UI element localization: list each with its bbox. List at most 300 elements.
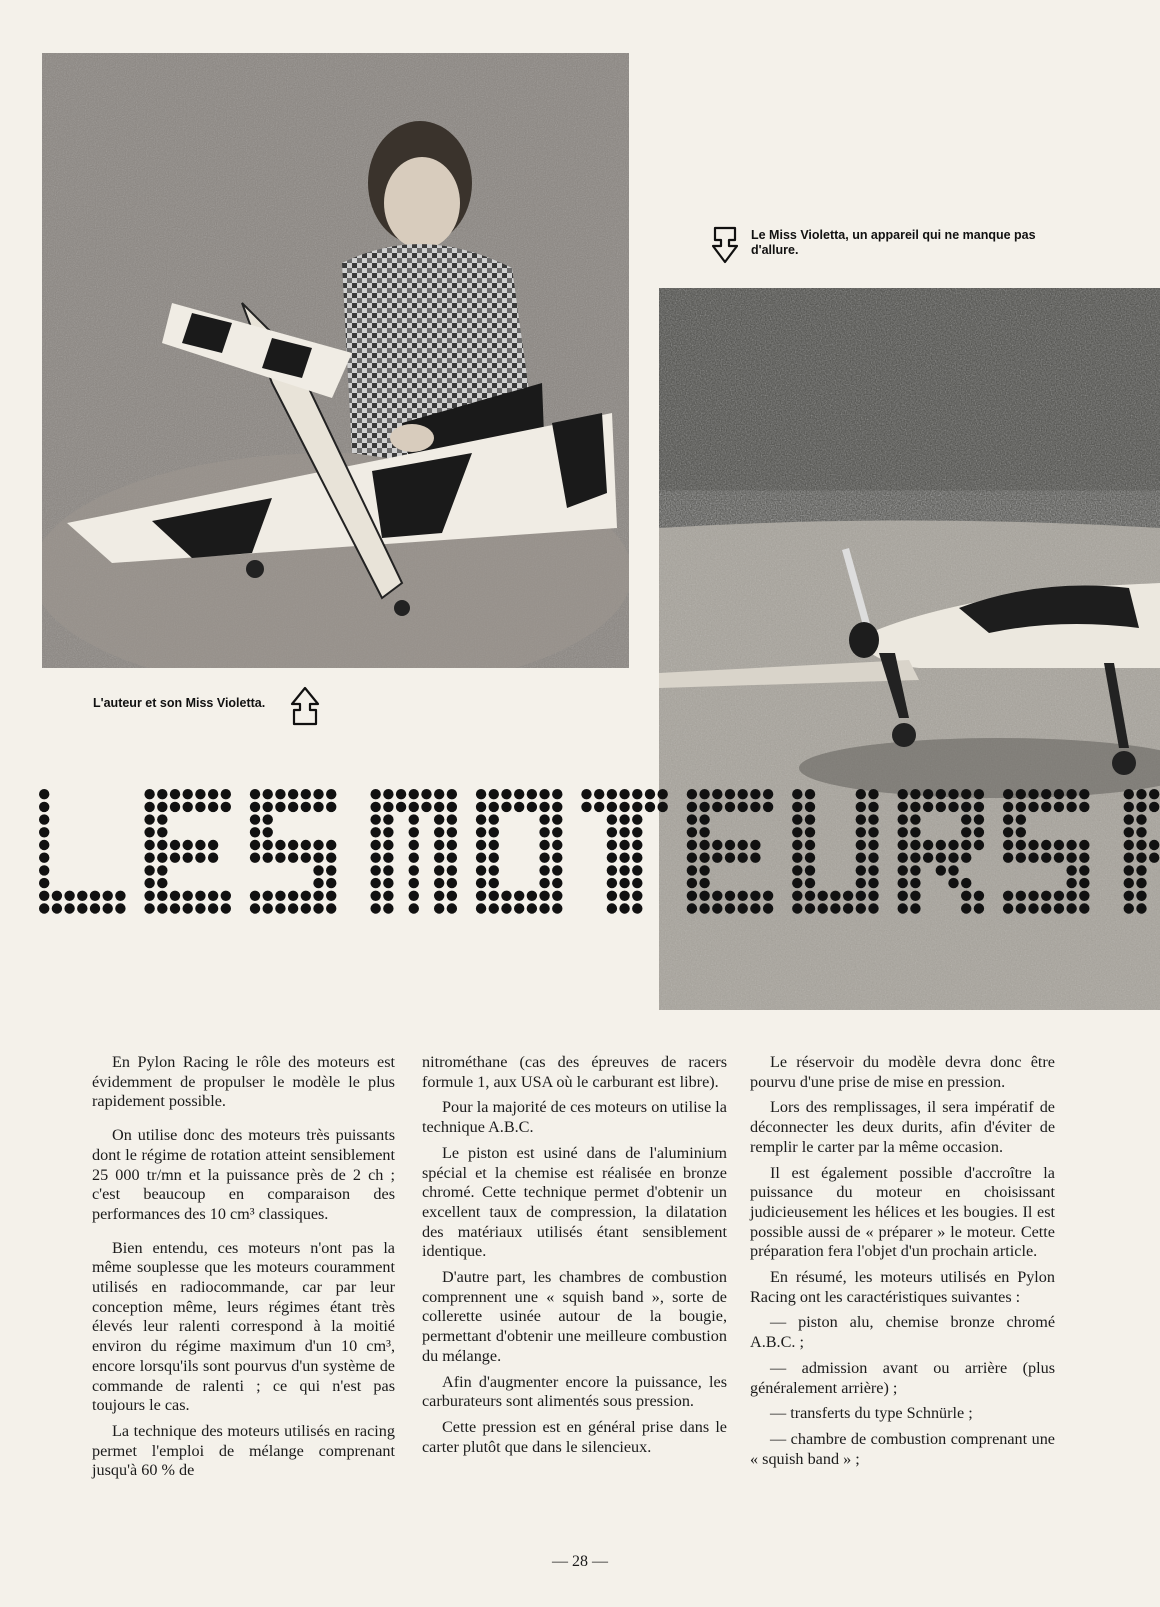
headline-dot: [195, 891, 205, 901]
headline-dot: [1054, 853, 1064, 863]
headline-dot: [910, 827, 920, 837]
headline-dot: [687, 865, 697, 875]
headline-dot: [1066, 840, 1076, 850]
headline-dot: [370, 853, 380, 863]
article-column-3: [750, 1053, 1055, 1475]
headline-dot: [910, 789, 920, 799]
headline-dot: [208, 853, 218, 863]
headline-dot: [1066, 903, 1076, 913]
headline-dot: [170, 802, 180, 812]
paragraph: Afin d'augmenter encore la puissance, les carburateurs sont alimentés sous pression.: [422, 1372, 727, 1411]
headline-dot: [657, 789, 667, 799]
headline-dot: [607, 789, 617, 799]
headline-dot: [1016, 903, 1026, 913]
headline-dot: [489, 878, 499, 888]
headline-dot: [514, 903, 524, 913]
headline-dot: [263, 903, 273, 913]
headline-dot: [607, 840, 617, 850]
photo-author-with-model-plane: [42, 53, 629, 668]
headline-dot: [275, 853, 285, 863]
headline-dot: [514, 789, 524, 799]
headline-dot: [208, 891, 218, 901]
headline-dot: [725, 802, 735, 812]
headline-dot: [476, 891, 486, 901]
headline-dot: [409, 891, 419, 901]
headline-dot: [856, 789, 866, 799]
headline-dot: [527, 789, 537, 799]
headline-dot: [1079, 878, 1089, 888]
headline-dot: [750, 891, 760, 901]
headline-dot: [1003, 853, 1013, 863]
headline-dot: [383, 789, 393, 799]
headline-dot: [923, 840, 933, 850]
headline-dot: [1016, 827, 1026, 837]
headline-dot: [619, 878, 629, 888]
headline-dot: [619, 814, 629, 824]
headline-dot: [712, 840, 722, 850]
headline-dot: [792, 865, 802, 875]
headline-dot: [868, 891, 878, 901]
headline-dot: [1003, 840, 1013, 850]
headline-dot: [1003, 802, 1013, 812]
headline-dot: [974, 827, 984, 837]
headline-dot: [712, 853, 722, 863]
headline-dot: [607, 802, 617, 812]
headline-dot: [974, 891, 984, 901]
headline-dot: [170, 903, 180, 913]
headline-dot: [64, 891, 74, 901]
paragraph: Bien entendu, ces moteurs n'ont pas la même souplesse que les moteurs couramment utilisés en radiocommande, car par leur conception même, leurs régimes étant très élevés leur ralenti correspond à la moitié environ du régime maximum d'un 10 cm³, encore lorsqu'ils sont pourvus d'un système de commande de ralenti ; ce qui n'est pas toujours le cas.: [92, 1238, 395, 1415]
headline-dot: [1066, 853, 1076, 863]
headline-dot: [326, 891, 336, 901]
headline-dot: [792, 853, 802, 863]
headline-dot: [1041, 853, 1051, 863]
headline-dot: [489, 802, 499, 812]
headline-dot: [607, 827, 617, 837]
headline-dot: [1054, 840, 1064, 850]
headline-dot: [1079, 903, 1089, 913]
headline-dot: [738, 891, 748, 901]
headline-dot: [476, 840, 486, 850]
headline-dot: [699, 878, 709, 888]
headline-dot: [64, 903, 74, 913]
list-item: — admission avant ou arrière (plus généralement arrière) ;: [750, 1358, 1055, 1397]
headline-dot: [1079, 789, 1089, 799]
headline-dot: [396, 789, 406, 799]
headline-dot: [1016, 891, 1026, 901]
headline-dot: [868, 840, 878, 850]
headline-dot: [39, 878, 49, 888]
headline-dot: [712, 891, 722, 901]
headline-dot: [301, 903, 311, 913]
headline-dot: [699, 853, 709, 863]
headline-dot: [856, 878, 866, 888]
headline-dot: [974, 840, 984, 850]
caption-right: Le Miss Violetta, un appareil qui ne manque pas d'allure.: [751, 228, 1036, 257]
headline-dot: [552, 814, 562, 824]
headline-dot: [632, 878, 642, 888]
headline-dot: [868, 814, 878, 824]
headline-dot: [539, 903, 549, 913]
headline-dot: [910, 865, 920, 875]
headline-dot: [1054, 789, 1064, 799]
headline-dot: [805, 891, 815, 901]
headline-dot: [1124, 802, 1134, 812]
headline-dot: [434, 903, 444, 913]
headline-dot: [687, 878, 697, 888]
headline-dot: [409, 827, 419, 837]
headline-dot: [221, 789, 231, 799]
headline-dot: [856, 814, 866, 824]
headline-dot: [607, 865, 617, 875]
headline-dot: [434, 827, 444, 837]
headline-dot: [326, 865, 336, 875]
headline-dot: [434, 878, 444, 888]
headline-dot: [1149, 840, 1159, 850]
headline-dot: [974, 814, 984, 824]
headline-dot: [552, 827, 562, 837]
headline-dot: [632, 802, 642, 812]
headline-dot: [792, 814, 802, 824]
headline-dot: [712, 789, 722, 799]
headline-dot: [738, 789, 748, 799]
headline-dot: [552, 840, 562, 850]
headline-dot: [157, 878, 167, 888]
headline-dot: [910, 891, 920, 901]
headline-dot: [476, 802, 486, 812]
headline-dot: [170, 840, 180, 850]
headline-dot: [103, 903, 113, 913]
headline-dot: [263, 789, 273, 799]
headline-dot: [699, 903, 709, 913]
headline-dot: [1136, 865, 1146, 875]
headline-dot: [923, 802, 933, 812]
headline-dot: [725, 789, 735, 799]
headline-dot: [868, 789, 878, 799]
headline-dot: [263, 853, 273, 863]
headline-dot: [157, 814, 167, 824]
headline-dot: [170, 891, 180, 901]
headline-dot: [856, 865, 866, 875]
list-item: — transferts du type Schnürle ;: [770, 1404, 973, 1423]
headline-dot: [52, 903, 62, 913]
headline-dot: [1149, 789, 1159, 799]
headline-dot: [539, 802, 549, 812]
headline-dot: [1124, 853, 1134, 863]
headline-dot: [434, 891, 444, 901]
headline-dot: [263, 814, 273, 824]
headline-dot: [77, 891, 87, 901]
headline-dot: [275, 903, 285, 913]
headline-dot: [263, 840, 273, 850]
headline-dot: [632, 865, 642, 875]
paragraph: On utilise donc des moteurs très puissants dont le régime de rotation atteint sensiblement 25 000 tr/mn et la puissance près de 2 ch ; c'est beaucoup en comparaison des performances des 10 cm³ classiques.: [92, 1126, 395, 1223]
paragraph: D'autre part, les chambres de combustion comprennent une « squish band », sorte de collerette usinée autour de la bougie, permettant d'obtenir une meilleure combustion du mélange.: [422, 1268, 727, 1365]
headline-dot: [738, 840, 748, 850]
headline-dot: [39, 853, 49, 863]
headline-dot: [1054, 802, 1064, 812]
headline-dot: [607, 814, 617, 824]
headline-dot: [657, 802, 667, 812]
headline-dot: [250, 789, 260, 799]
headline-dot: [313, 789, 323, 799]
headline-dot: [1079, 802, 1089, 812]
headline-dot: [868, 827, 878, 837]
headline-dot: [144, 802, 154, 812]
headline-dot: [868, 802, 878, 812]
headline-dot: [552, 789, 562, 799]
outline-up-arrow-icon: [290, 686, 320, 726]
headline-dot: [805, 903, 815, 913]
headline-dot: [326, 903, 336, 913]
page-number: — 28 —: [552, 1553, 608, 1570]
headline-dot: [961, 903, 971, 913]
headline-dot: [489, 814, 499, 824]
headline-dot: [843, 891, 853, 901]
headline-dot: [263, 891, 273, 901]
headline-dot: [396, 802, 406, 812]
headline-dot: [594, 789, 604, 799]
headline-dot: [936, 789, 946, 799]
headline-dot: [961, 878, 971, 888]
headline-dot: [301, 853, 311, 863]
headline-dot: [39, 802, 49, 812]
headline-dot: [275, 891, 285, 901]
headline-dot: [974, 789, 984, 799]
headline-dot: [539, 840, 549, 850]
headline-dot: [948, 853, 958, 863]
headline-dot: [221, 891, 231, 901]
headline-dot: [1136, 827, 1146, 837]
headline-dot: [1028, 802, 1038, 812]
headline-dot: [1066, 891, 1076, 901]
headline-dot: [447, 853, 457, 863]
headline-dot: [1041, 891, 1051, 901]
headline-dot: [434, 840, 444, 850]
paragraph: Pour la majorité de ces moteurs on utilise la technique A.B.C.: [422, 1098, 727, 1137]
headline-dot: [699, 891, 709, 901]
headline-dot: [383, 802, 393, 812]
headline-dot: [1016, 789, 1026, 799]
headline-dot: [447, 891, 457, 901]
headline-dot: [1149, 802, 1159, 812]
headline-dot: [1003, 789, 1013, 799]
headline-dot: [489, 865, 499, 875]
headline-dot: [750, 840, 760, 850]
headline-dot: [830, 903, 840, 913]
headline-dot: [383, 865, 393, 875]
paragraph: nitrométhane (cas des épreuves de racers formule 1, aux USA où le carburant est libre).: [422, 1053, 727, 1091]
article-column-2: [422, 1053, 727, 1463]
headline-dot: [250, 802, 260, 812]
headline-dot: [805, 840, 815, 850]
headline-dot: [898, 827, 908, 837]
headline-dot: [632, 840, 642, 850]
headline-dot: [476, 878, 486, 888]
headline-dot: [632, 903, 642, 913]
headline-dot: [539, 878, 549, 888]
headline-dot: [1079, 865, 1089, 875]
headline-dot: [157, 802, 167, 812]
headline-dot: [1054, 891, 1064, 901]
headline-dot: [699, 865, 709, 875]
headline-dot: [619, 789, 629, 799]
headline-dot: [725, 891, 735, 901]
headline-dot: [552, 903, 562, 913]
headline-dot: [898, 814, 908, 824]
headline-dot: [1028, 891, 1038, 901]
headline-dot: [326, 853, 336, 863]
headline-dot: [434, 789, 444, 799]
headline-dot: [447, 878, 457, 888]
headline-dot: [1124, 840, 1134, 850]
headline-dot: [313, 865, 323, 875]
headline-dot: [195, 903, 205, 913]
headline-dot: [313, 891, 323, 901]
headline-dot: [1136, 802, 1146, 812]
headline-dot: [447, 789, 457, 799]
headline-dot: [476, 789, 486, 799]
headline-dot: [805, 814, 815, 824]
headline-dot: [948, 878, 958, 888]
headline-dot: [115, 891, 125, 901]
headline-dot: [539, 827, 549, 837]
caption-left: L'auteur et son Miss Violetta.: [93, 696, 266, 710]
headline-dot: [1016, 840, 1026, 850]
headline-dot: [103, 891, 113, 901]
headline-dot: [856, 903, 866, 913]
headline-dot: [313, 878, 323, 888]
headline-dot: [1124, 789, 1134, 799]
headline-dot: [157, 853, 167, 863]
headline-dot: [645, 802, 655, 812]
headline-dot: [712, 903, 722, 913]
headline-dot: [514, 802, 524, 812]
paragraph: La technique des moteurs utilisés en racing permet l'emploi de mélange comprenant jusqu'à 60 % de: [92, 1421, 395, 1480]
headline-dot: [52, 891, 62, 901]
headline-dot: [936, 802, 946, 812]
paragraph: Le réservoir du modèle devra donc être pourvu d'une prise de mise en pression.: [750, 1053, 1055, 1091]
headline-dot: [687, 802, 697, 812]
outline-down-arrow-icon: [712, 226, 738, 264]
headline-dot: [301, 789, 311, 799]
headline-dot: [409, 903, 419, 913]
headline-dot: [288, 840, 298, 850]
headline-dot: [936, 853, 946, 863]
headline-dot: [501, 802, 511, 812]
headline-dot: [910, 814, 920, 824]
headline-dot: [447, 840, 457, 850]
headline-dot: [699, 814, 709, 824]
headline-dot: [1149, 853, 1159, 863]
headline-dot: [738, 853, 748, 863]
headline-dot: [818, 891, 828, 901]
headline-dot: [619, 865, 629, 875]
headline-dot: [370, 891, 380, 901]
headline-dot: [961, 840, 971, 850]
headline-dot: [948, 802, 958, 812]
headline-dot: [687, 789, 697, 799]
headline-dot: [552, 865, 562, 875]
headline-dot: [383, 814, 393, 824]
headline-dot: [632, 789, 642, 799]
headline-dot: [539, 789, 549, 799]
headline-dot: [1016, 802, 1026, 812]
paragraph: En Pylon Racing le rôle des moteurs est évidemment de propulser le modèle le plus rapidement possible.: [92, 1053, 395, 1111]
headline-dot: [961, 827, 971, 837]
headline-dot: [619, 903, 629, 913]
headline-dot: [1054, 903, 1064, 913]
headline-dot: [1066, 865, 1076, 875]
headline-dot: [552, 891, 562, 901]
headline-dot: [792, 789, 802, 799]
headline-dot: [157, 840, 167, 850]
headline-dot: [288, 853, 298, 863]
headline-dot: [157, 865, 167, 875]
headline-dot: [856, 827, 866, 837]
headline-dot: [805, 878, 815, 888]
headline-dot: [1079, 853, 1089, 863]
headline-dot: [1124, 891, 1134, 901]
headline-dot: [170, 789, 180, 799]
headline-dot: [923, 789, 933, 799]
headline-dot: [898, 878, 908, 888]
headline-dot: [632, 827, 642, 837]
headline-dot: [77, 903, 87, 913]
headline-dot: [144, 891, 154, 901]
headline-dot: [687, 853, 697, 863]
headline-dot: [1136, 853, 1146, 863]
headline-dot: [250, 814, 260, 824]
headline-dot: [1136, 891, 1146, 901]
headline-dot: [409, 853, 419, 863]
headline-dot: [805, 853, 815, 863]
headline-dot: [750, 903, 760, 913]
headline-dot: [313, 840, 323, 850]
headline-dot: [383, 840, 393, 850]
paragraph: Lors des remplissages, il sera impératif de déconnecter les deux durits, afin d'éviter de remplir le carter par la même occasion.: [750, 1098, 1055, 1156]
headline-dot: [712, 802, 722, 812]
headline-dot: [183, 789, 193, 799]
headline-dot: [183, 802, 193, 812]
headline-dot: [1124, 814, 1134, 824]
headline-dot: [699, 827, 709, 837]
headline-dot: [195, 802, 205, 812]
headline-dot: [434, 802, 444, 812]
headline-dot: [370, 802, 380, 812]
headline-dot: [501, 789, 511, 799]
headline-dot: [476, 853, 486, 863]
headline-dot: [898, 802, 908, 812]
headline-dot: [489, 891, 499, 901]
headline-dot: [447, 865, 457, 875]
headline-dot: [301, 840, 311, 850]
headline-dot: [805, 802, 815, 812]
headline-dot: [527, 891, 537, 901]
headline-dot: [157, 903, 167, 913]
headline-dot: [539, 865, 549, 875]
headline-dot: [144, 789, 154, 799]
headline-dot: [1041, 903, 1051, 913]
headline-dot: [898, 853, 908, 863]
headline-dot: [687, 827, 697, 837]
headline-dot: [370, 789, 380, 799]
headline-dot: [763, 789, 773, 799]
headline-dot: [699, 789, 709, 799]
headline-dot: [195, 853, 205, 863]
headline-dot: [115, 903, 125, 913]
headline-dot: [288, 903, 298, 913]
